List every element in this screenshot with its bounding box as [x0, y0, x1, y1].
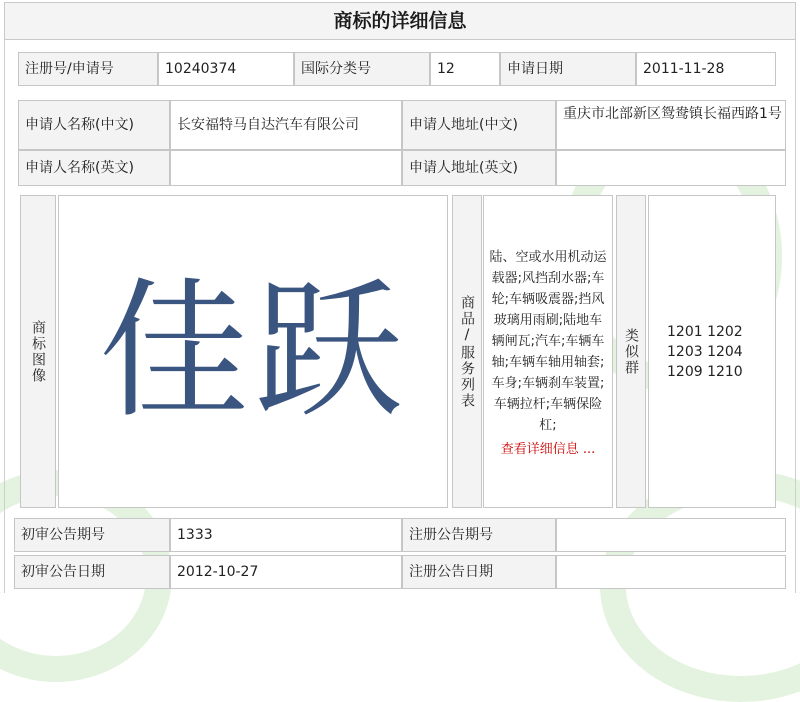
prelim-pub-number-label: 初审公告期号 [14, 518, 170, 552]
class-number-label: 国际分类号 [294, 52, 430, 86]
applicant-address-cn-label: 申请人地址(中文) [402, 100, 556, 150]
applicant-name-cn-value: 长安福特马自达汽车有限公司 [170, 100, 402, 150]
reg-pub-number-label: 注册公告期号 [402, 518, 556, 552]
application-date-value: 2011-11-28 [636, 52, 776, 86]
reg-pub-number-value [556, 518, 786, 552]
prelim-pub-date-value: 2012-10-27 [170, 555, 402, 589]
reg-number-value: 10240374 [158, 52, 294, 86]
goods-services-label: 商品/服务列表 [452, 195, 482, 508]
reg-pub-date-label: 注册公告日期 [402, 555, 556, 589]
view-details-link[interactable]: 查看详细信息 ... [500, 441, 596, 457]
trademark-text: 佳跃 [98, 264, 407, 439]
trademark-image-label: 商标图像 [20, 195, 56, 508]
applicant-name-cn-label: 申请人名称(中文) [18, 100, 170, 150]
goods-services-list [483, 195, 613, 508]
goods-services-text: 陆、空或水用机动运载器;风挡刮水器;车轮;车辆吸震器;挡风玻璃用雨刷;陆地车辆闸瓦;汽车;车辆车轴;车辆车轴用轴套;车身;车辆刹车装置;车辆拉杆;车辆保险杠; [489, 249, 607, 433]
prelim-pub-date-label: 初审公告日期 [14, 555, 170, 589]
applicant-name-en-value [170, 150, 402, 186]
applicant-name-en-label: 申请人名称(英文) [18, 150, 170, 186]
reg-pub-date-value [556, 555, 786, 589]
reg-number-label: 注册号/申请号 [18, 52, 158, 86]
applicant-address-cn-value: 重庆市北部新区鸳鸯镇长福西路1号 [556, 100, 786, 150]
applicant-address-en-label: 申请人地址(英文) [402, 150, 556, 186]
prelim-pub-number-value: 1333 [170, 518, 402, 552]
trademark-image [58, 195, 448, 508]
page-title: 商标的详细信息 [4, 2, 796, 40]
application-date-label: 申请日期 [500, 52, 636, 86]
similar-groups-values: 1201 1202 1203 1204 1209 1210 [667, 323, 743, 380]
class-number-value: 12 [430, 52, 500, 86]
similar-groups-list [648, 195, 776, 508]
similar-groups-label: 类似群 [616, 195, 646, 508]
applicant-address-en-value [556, 150, 786, 186]
